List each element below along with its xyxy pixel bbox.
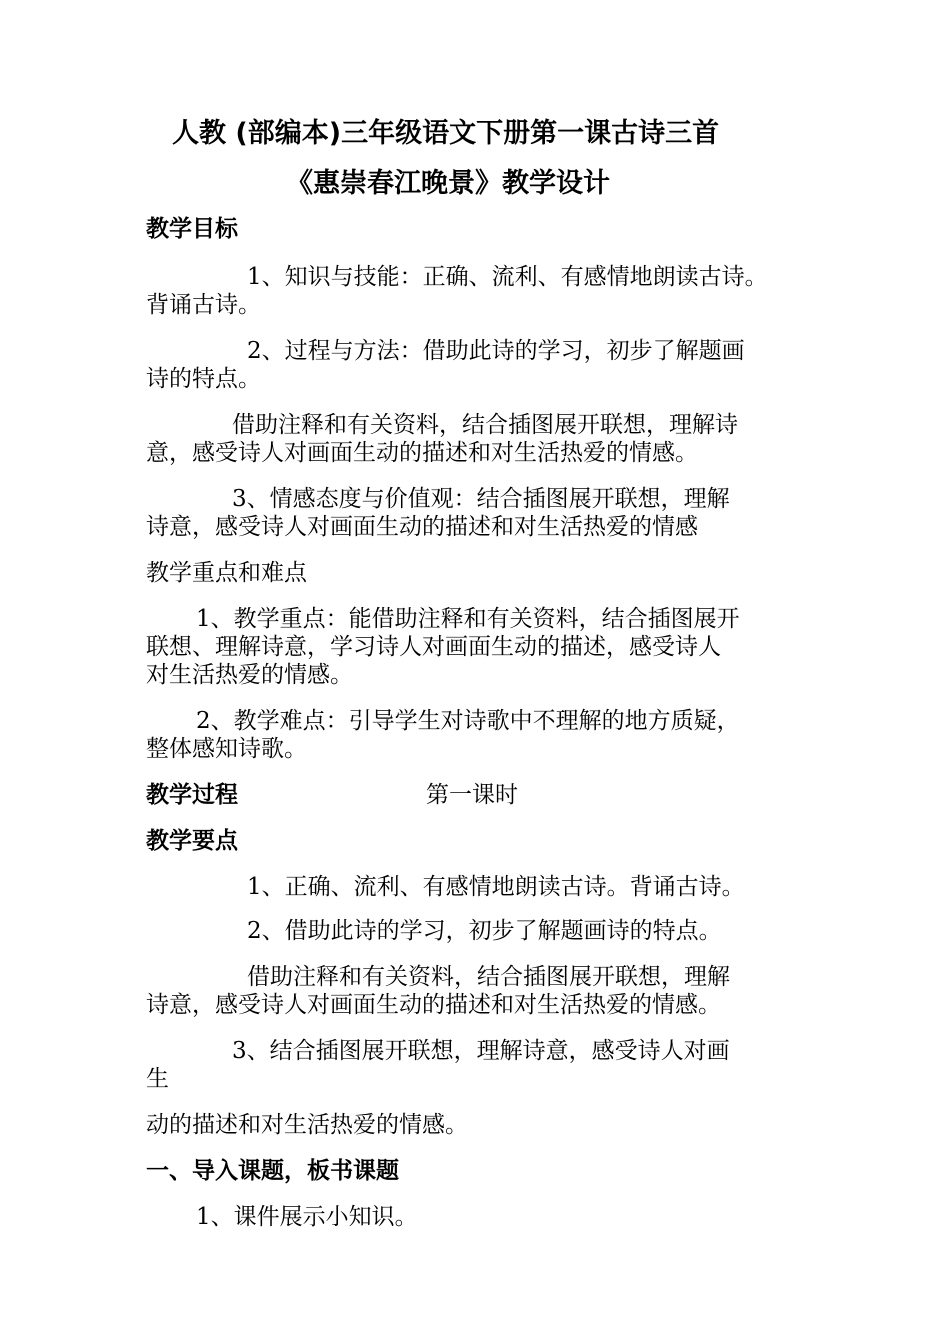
point3-line1: 3、结合插图展开联想，理解诗意，感受诗人对画 <box>232 1038 730 1064</box>
process-period: 第一课时 <box>426 782 518 808</box>
key-item2-line1: 2、教学难点：引导学生对诗歌中不理解的地方质疑， <box>196 708 740 734</box>
point3-line2: 生 <box>146 1066 169 1092</box>
goals-para-line2: 意，感受诗人对画面生动的描述和对生活热爱的情感。 <box>146 440 698 466</box>
key-item1-line1: 1、教学重点：能借助注释和有关资料，结合插图展开 <box>196 606 740 632</box>
goals-item1-line2: 背诵古诗。 <box>146 292 261 318</box>
process-heading: 教学过程 <box>146 782 238 808</box>
intro-item1: 1、课件展示小知识。 <box>196 1204 418 1230</box>
goals-para-line1: 借助注释和有关资料，结合插图展开联想，理解诗 <box>232 412 738 438</box>
document-title-line1: 人教 (部编本)三年级语文下册第一课古诗三首 <box>172 118 720 149</box>
point3-line3: 动的描述和对生活热爱的情感。 <box>146 1112 468 1138</box>
points-heading: 教学要点 <box>146 828 238 854</box>
goals-item3-line1: 3、情感态度与价值观：结合插图展开联想，理解 <box>232 486 730 512</box>
goals-item1-line1: 1、知识与技能：正确、流利、有感情地朗读古诗。 <box>247 264 768 290</box>
goals-heading: 教学目标 <box>146 216 238 242</box>
point1: 1、正确、流利、有感情地朗读古诗。背诵古诗。 <box>247 874 745 900</box>
point2: 2、借助此诗的学习，初步了解题画诗的特点。 <box>247 918 722 944</box>
document-title-line2: 《惠崇春江晚景》教学设计 <box>286 168 610 199</box>
key-item1-line3: 对生活热爱的情感。 <box>146 662 353 688</box>
goals-item3-line2: 诗意，感受诗人对画面生动的描述和对生活热爱的情感 <box>146 514 698 540</box>
point-para-line2: 诗意，感受诗人对画面生动的描述和对生活热爱的情感。 <box>146 992 721 1018</box>
key-heading: 教学重点和难点 <box>146 560 307 586</box>
intro-heading: 一、导入课题，板书课题 <box>146 1158 399 1184</box>
goals-item2-line1: 2、过程与方法：借助此诗的学习，初步了解题画 <box>247 338 745 364</box>
key-item1-line2: 联想、理解诗意，学习诗人对画面生动的描述，感受诗人 <box>146 634 721 660</box>
goals-item2-line2: 诗的特点。 <box>146 366 261 392</box>
point-para-line1: 借助注释和有关资料，结合插图展开联想，理解 <box>247 964 730 990</box>
key-item2-line2: 整体感知诗歌。 <box>146 736 307 762</box>
